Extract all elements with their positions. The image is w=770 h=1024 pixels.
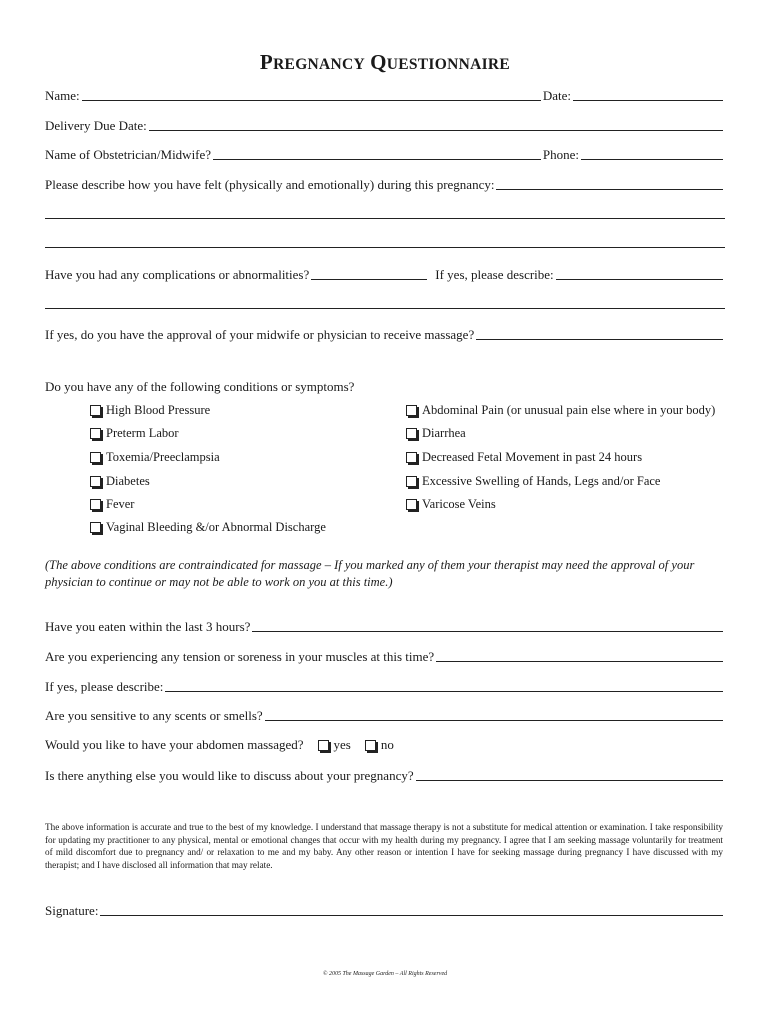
felt-line-2[interactable]: [45, 218, 725, 219]
date-field[interactable]: [573, 87, 723, 101]
abdomen-row: [45, 736, 725, 754]
condition-toxemia[interactable]: Toxemia/Preeclampsia: [90, 450, 220, 465]
condition-abdominal-pain[interactable]: Abdominal Pain (or unusual pain else where in your body): [406, 403, 715, 418]
describe-label: If yes, please describe:: [45, 679, 164, 694]
checkbox-icon[interactable]: [90, 428, 101, 439]
eaten-row: [45, 617, 725, 635]
name-date-row: [45, 86, 725, 104]
condition-preterm-labor[interactable]: Preterm Labor: [90, 426, 179, 441]
complications-describe-field[interactable]: [556, 266, 723, 280]
condition-varicose-veins[interactable]: Varicose Veins: [406, 497, 496, 512]
signature-field[interactable]: [100, 902, 723, 916]
checkbox-icon[interactable]: [406, 476, 417, 487]
felt-line-3[interactable]: [45, 247, 725, 248]
anything-else-label: Is there anything else you would like to discuss about your pregnancy?: [45, 768, 414, 783]
checkbox-icon[interactable]: [90, 476, 101, 487]
abdomen-label: Would you like to have your abdomen massaged?: [45, 737, 304, 752]
complications-row: [45, 265, 725, 283]
checkbox-icon[interactable]: [406, 499, 417, 510]
checkbox-icon[interactable]: [406, 452, 417, 463]
if-yes-describe-label: If yes, please describe:: [435, 267, 554, 282]
condition-fever[interactable]: Fever: [90, 497, 134, 512]
anything-else-row: [45, 766, 725, 784]
abdomen-yes-option[interactable]: yes: [318, 737, 351, 753]
scents-label: Are you sensitive to any scents or smells?: [45, 708, 263, 723]
condition-vaginal-bleeding[interactable]: Vaginal Bleeding &/or Abnormal Discharge: [90, 520, 326, 535]
eaten-field[interactable]: [252, 618, 723, 632]
approval-field[interactable]: [476, 326, 723, 340]
tension-label: Are you experiencing any tension or soreness in your muscles at this time?: [45, 649, 435, 664]
contraindication-note: (The above conditions are contraindicated for massage – If you marked any of them your therapist may need the approval of your physician to continue or may not be able to work on you at this time.): [45, 558, 695, 589]
approval-label: If yes, do you have the approval of your midwife or physician to receive massage?: [45, 327, 475, 342]
delivery-row: [45, 116, 725, 134]
obstetrician-label: Name of Obstetrician/Midwife?: [45, 147, 212, 162]
delivery-label: Delivery Due Date:: [45, 118, 147, 133]
approval-row: [45, 325, 725, 343]
signature-row: [45, 901, 725, 919]
copyright-footer: © 2005 The Massage Garden – All Rights Reserved: [322, 971, 448, 977]
scents-field[interactable]: [265, 707, 723, 721]
obstetrician-row: [45, 145, 725, 163]
checkbox-icon[interactable]: [406, 428, 417, 439]
felt-row: [45, 175, 725, 193]
checkbox-icon[interactable]: [365, 740, 376, 751]
page-title: PREGNANCY QUESTIONNAIRE: [259, 50, 511, 74]
conditions-heading: Do you have any of the following conditions or symptoms?: [45, 379, 355, 394]
condition-decreased-fetal-movement[interactable]: Decreased Fetal Movement in past 24 hours: [406, 450, 642, 465]
anything-else-field[interactable]: [416, 767, 723, 781]
signature-label: Signature:: [45, 903, 99, 918]
complications-field[interactable]: [311, 266, 427, 280]
eaten-label: Have you eaten within the last 3 hours?: [45, 619, 251, 634]
checkbox-icon[interactable]: [90, 452, 101, 463]
phone-field[interactable]: [581, 146, 723, 160]
checkbox-icon[interactable]: [406, 405, 417, 416]
name-field[interactable]: [82, 87, 541, 101]
condition-diabetes[interactable]: Diabetes: [90, 474, 150, 489]
scents-row: [45, 706, 725, 724]
name-label: Name:: [45, 88, 80, 103]
felt-label: Please describe how you have felt (physically and emotionally) during this pregnancy:: [45, 177, 495, 192]
checkbox-icon[interactable]: [90, 522, 101, 533]
complications-label: Have you had any complications or abnormalities?: [45, 267, 310, 282]
delivery-date-field[interactable]: [149, 117, 723, 131]
checkbox-icon[interactable]: [90, 405, 101, 416]
describe-field[interactable]: [165, 678, 723, 692]
condition-diarrhea[interactable]: Diarrhea: [406, 426, 466, 441]
condition-excessive-swelling[interactable]: Excessive Swelling of Hands, Legs and/or Face: [406, 474, 660, 489]
felt-field[interactable]: [496, 176, 723, 190]
tension-field[interactable]: [436, 648, 723, 662]
describe-row: [45, 677, 725, 695]
date-label: Date:: [542, 88, 571, 103]
phone-label: Phone:: [542, 147, 579, 162]
checkbox-icon[interactable]: [90, 499, 101, 510]
disclaimer-text: The above information is accurate and true to the best of my knowledge. I understand that massage therapy is not a substitute for medical attention or examination. I take responsibility for updating my practitioner to any physical, mental or emotional changes that occur with my health during my pregnancy. I agree that I am seeking massage voluntarily for treatment of mild discomfort due to pregnancy and/ or relaxation to me and my baby. Any other reason or intention I have for seeking massage during pregnancy I have discussed with my therapist; and I have disclosed all information that may relate.: [45, 822, 723, 870]
condition-high-blood-pressure[interactable]: High Blood Pressure: [90, 403, 210, 418]
abdomen-no-option[interactable]: no: [365, 737, 394, 753]
tension-row: [45, 647, 725, 665]
complications-line-2[interactable]: [45, 308, 725, 309]
checkbox-icon[interactable]: [318, 740, 329, 751]
obstetrician-field[interactable]: [213, 146, 541, 160]
